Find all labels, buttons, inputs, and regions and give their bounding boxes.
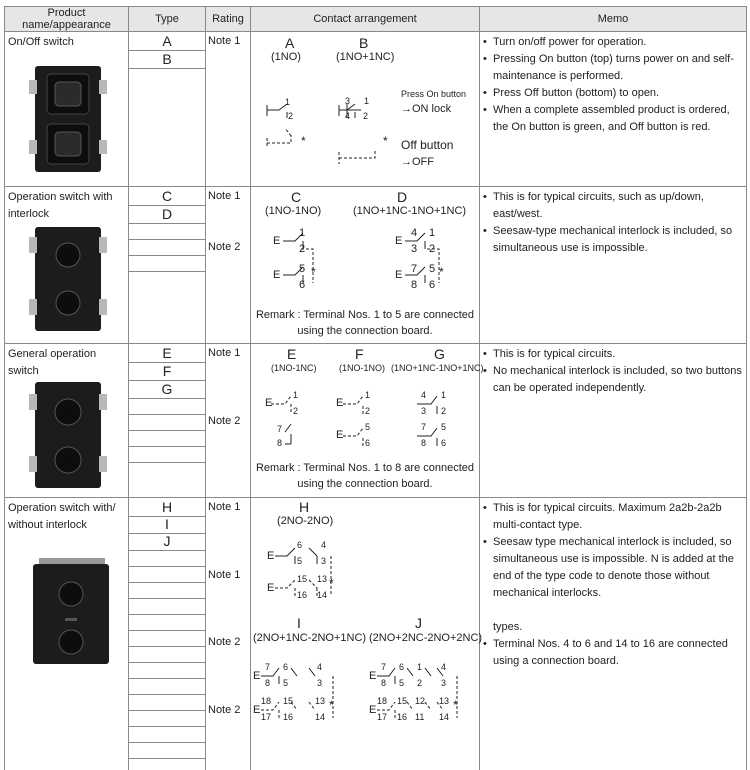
rating-note: Note 1 [208,190,241,202]
off-button-label: Off button [401,138,454,152]
memo-cell [480,187,747,344]
rating-cell [206,344,251,498]
contact-spec: (2NO-2NO) [277,515,334,527]
type-code: E [162,345,172,361]
product-name: General operation switch [8,348,97,377]
remark-line: using the connection board. [297,325,433,337]
contact-label: E [287,346,297,362]
remark-line: using the connection board. [297,478,433,490]
memo-item: • Pressing On button (top) turns power on and self-maintenance is performed. [483,53,734,82]
contact-label: J [415,615,422,631]
rating-note: Note 1 [208,35,241,47]
type-code: G [161,381,173,397]
contact-cell: E (1NO-1NC) F (1NO-1NO) G (1NO+1NC-1NO+1NC) E E E 1 2 7 8 1 2 5 6 4 3 1 2 7 8 5 6 Remark : Terminal Nos. 1 to 8 are connected using the connection board. [251,344,480,498]
contact-label: D [397,189,408,205]
type-code: C [161,188,173,204]
memo-item: types. [493,621,523,633]
product-cell [5,187,129,344]
press-on-label: Press On button [401,89,467,99]
memo-cell [480,498,747,770]
contact-spec: (2NO+1NC-2NO+1NC) [253,632,367,644]
memo-cell [480,344,747,498]
contact-label: C [291,189,302,205]
memo-item: • Turn on/off power for operation. [483,36,647,48]
memo-item: • Terminal Nos. 4 to 6 and 14 to 16 are connected using a connection board. [483,638,728,667]
header-product: Product name/appearance [5,7,129,32]
product-table [4,6,747,770]
rating-note: Note 1 [208,569,241,581]
contact-label: H [299,499,310,515]
product-name: Operation switch with/ without interlock [8,502,116,531]
rating-cell [206,498,251,770]
product-name: Operation switch with interlock [8,191,113,220]
memo-cell [480,32,747,187]
type-cell [129,32,206,187]
contact-label: G [434,346,445,362]
memo-item: • No mechanical interlock is included, so two buttons can be operated independently. [483,365,742,394]
contact-spec: (1NO-1NC) [271,363,317,373]
circuit-diagram [251,498,483,770]
contact-spec: (1NO+1NC-1NO+1NC) [353,205,467,217]
header-rating: Rating [206,7,251,32]
header-type: Type [129,7,206,32]
rating-note: Note 1 [208,501,241,513]
product-cell [5,498,129,770]
contact-spec: (1NO-1NO) [339,363,386,373]
contact-label: F [355,346,364,362]
switch-photo [29,225,109,333]
contact-label: B [359,35,369,51]
header-memo: Memo [480,7,747,32]
memo-item: • Press Off button (bottom) to open. [483,87,660,99]
type-code: I [165,516,169,532]
memo-item: • This is for typical circuits, such as up/down, east/west. [483,191,704,220]
type-code: F [162,363,172,379]
rating-note: Note 2 [208,704,241,716]
type-code: D [161,206,173,222]
contact-spec: (2NO+2NC-2NO+2NC) [369,632,483,644]
rating-note: Note 2 [208,636,241,648]
type-code: J [163,533,171,549]
off-label: →OFF [401,156,434,168]
contact-cell: A (1NO) B (1NO+1NC) 1 2 3 4 1 2 * * Press On button →ON lock Off button →OFF [251,32,480,187]
remark-line: Remark : Terminal Nos. 1 to 5 are connected [255,309,475,321]
memo-item: • This is for typical circuits. Maximum 2a2b-2a2b multi-contact type. [483,502,722,531]
memo-item: • Seesaw type mechanical interlock is included, so simultaneous use is impossible. N is added at the end of the type code to denote those without mechanical interlocks. [483,536,734,599]
memo-item: • When a complete assembled product is ordered, the On button is green, and Off button is red. [483,104,730,133]
contact-spec: (1NO-1NO) [265,205,322,217]
contact-spec: (1NO+1NC) [336,51,395,63]
table-row [5,498,747,770]
product-cell [5,344,129,498]
rating-note: Note 2 [208,241,241,253]
switch-photo [29,380,109,490]
type-cell [129,498,206,770]
remark-line: Remark : Terminal Nos. 1 to 8 are connected [255,462,475,474]
type-code: A [162,33,172,49]
table-row [5,187,747,344]
contact-spec: (1NO) [271,51,301,63]
switch-photo [29,62,109,178]
rating-note: Note 2 [208,415,241,427]
on-lock-label: →ON lock [401,103,452,115]
rating-cell [206,32,251,187]
contact-cell: H (2NO-2NO) I (2NO+1NC-2NO+1NC) J (2NO+2NC-2NO+2NC) E E E E E E 6 4 5 3 15 13 16 14 7 8 6 5 4 3 18 17 15 16 13 14 7 8 6 5 1 2 4 3 18 17 15 16 12 11 13 14 * * * [251,498,480,770]
memo-item: • Seesaw-type mechanical interlock is included, so simultaneous use is impossible. [483,225,733,254]
type-code: H [161,499,173,515]
type-cell [129,187,206,344]
table-row [5,344,747,498]
contact-label: I [297,615,301,631]
contact-spec: (1NO+1NC-1NO+1NC) [391,363,484,373]
product-name: On/Off switch [8,36,74,48]
type-code: B [162,51,172,67]
type-cell [129,344,206,498]
header-row [5,7,747,32]
header-contact: Contact arrangement [251,7,480,32]
contact-label: A [285,35,295,51]
memo-item: • This is for typical circuits. [483,348,616,360]
rating-cell [206,187,251,344]
rating-note: Note 1 [208,347,241,359]
contact-cell: C (1NO-1NO) D (1NO+1NC-1NO+1NC) E E E E 1 2 5 6 4 3 1 2 7 8 5 6 * * Remark : Terminal Nos. 1 to 5 are connected using the connection board. [251,187,480,344]
product-cell [5,32,129,187]
switch-photo [29,558,113,668]
table-row [5,32,747,187]
